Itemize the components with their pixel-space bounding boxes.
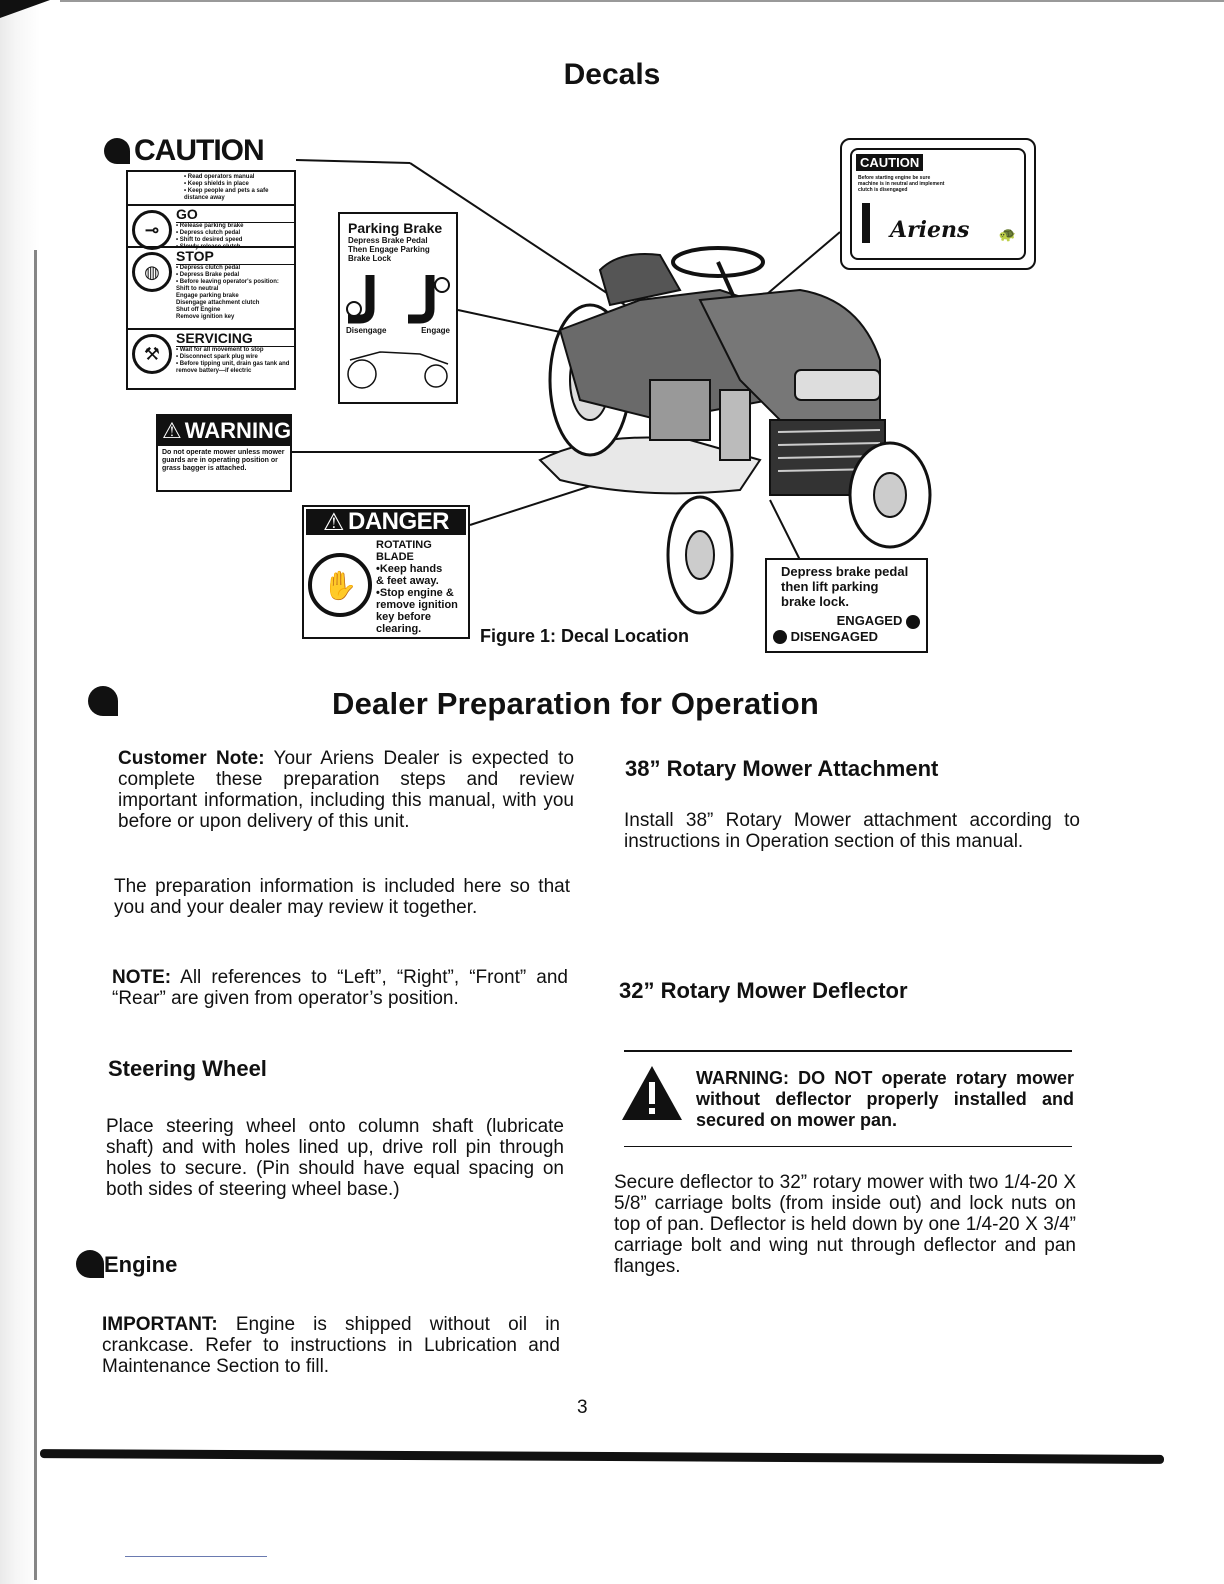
caution-header: CAUTION: [134, 134, 264, 167]
deflector-warning: WARNING: DO NOT operate rotary mower without deflector properly installed and secured on mower pan.: [696, 1068, 1074, 1130]
prep-info-paragraph: The preparation information is included here so that you and your dealer may review it together.: [114, 876, 570, 918]
danger-decal: ⚠ DANGER ✋ ROTATING BLADE •Keep hands & feet away. •Stop engine & remove ignition key before clearing.: [302, 505, 470, 639]
scan-bottom-line: [125, 1556, 267, 1557]
brake-lock-decal: Depress brake pedal then lift parking brake lock. ENGAGED DISENGAGED: [765, 558, 928, 653]
brake-lever-icon: [340, 269, 456, 327]
warning-triangle-icon: ⚠: [162, 418, 182, 443]
engine-heading: Engine: [104, 1252, 178, 1277]
caution-ariens-decal: CAUTION Before starting engine be sure machine is in neutral and implement clutch is disengaged Ariens 🐢: [840, 138, 1036, 270]
note-paragraph: NOTE: All references to “Left”, “Right”, “Front” and “Rear” are given from operator’s position.: [112, 967, 568, 1009]
page-title: Decals: [563, 58, 661, 91]
customer-note: Customer Note: Your Ariens Dealer is expected to complete these preparation steps and review important information, including this manual, with you before or upon delivery of this unit.: [118, 748, 574, 832]
section-marker-icon: [88, 686, 118, 716]
parking-brake-decal: Parking Brake Depress Brake Pedal Then Engage Parking Brake Lock Disengage Engage: [338, 212, 458, 404]
warning-rule-top: [624, 1050, 1072, 1052]
stop-icon: ◍: [132, 252, 172, 292]
deflector-paragraph: Secure deflector to 32” rotary mower with two 1/4-20 X 5/8” carriage bolts (from inside out) and lock nuts on top of pan. Deflector is held down by one 1/4-20 X 3/4” carriage bolt and wing nut through deflector and pan flanges.: [614, 1172, 1076, 1277]
disengaged-arrow-icon: [773, 630, 787, 644]
caution-decal: CAUTION • Read operators manual • Keep shields in place • Keep people and pets a safe distance away ⊸ GO • Release parking brake • Depress clutch pedal • Shift to desired speed • Slowly release clutch ◍ STOP • Depress clutch pedal • Depress Brake pedal • Before leaving operator's position: Shift to neutral Engage parking brake Disengage attachment clutch Shut off Engine Remove ignition key ⚒ SERVICING • Wait for all movement to stop • Disconnect spark plug wire • Before tipping unit, drain gas tank and remove battery—if electric: [104, 132, 296, 390]
engaged-arrow-icon: [906, 615, 920, 629]
warning-drop-icon: [104, 138, 130, 164]
section-title: Dealer Preparation for Operation: [332, 686, 820, 721]
section-marker-icon: [76, 1250, 104, 1278]
page-number: 3: [577, 1397, 588, 1418]
mower-attachment-heading: 38” Rotary Mower Attachment: [625, 756, 939, 781]
warning-decal: ⚠ WARNING Do not operate mower unless mower guards are in operating position or grass bagger is attached.: [156, 414, 292, 492]
key-icon: ⊸: [132, 210, 172, 250]
scan-bottom-band: [40, 1449, 1164, 1464]
warning-triangle-icon: [620, 1064, 684, 1122]
mower-attachment-paragraph: Install 38” Rotary Mower attachment according to instructions in Operation section of this manual.: [624, 810, 1080, 852]
important-paragraph: IMPORTANT: Engine is shipped without oil in crankcase. Refer to instructions in Lubrication and Maintenance Section to fill.: [102, 1314, 560, 1377]
steering-wheel-heading: Steering Wheel: [108, 1056, 267, 1081]
wrench-icon: ⚒: [132, 334, 172, 374]
tractor-outline-icon: [340, 334, 456, 394]
figure-caption: Figure 1: Decal Location: [480, 626, 690, 646]
warning-rule-bottom: [624, 1146, 1072, 1147]
rotating-blade-icon: ✋: [308, 553, 372, 617]
rabbit-turtle-icon: 🐢: [998, 226, 1016, 242]
throttle-lever-icon: [862, 203, 870, 243]
ariens-logo: Ariens: [890, 217, 970, 243]
danger-triangle-icon: ⚠: [322, 508, 344, 536]
steering-wheel-paragraph: Place steering wheel onto column shaft (lubricate shaft) and with holes lined up, drive roll pin through holes to secure. (Pin should have equal spacing on both sides of steering wheel base.): [106, 1116, 564, 1200]
mower-deflector-heading: 32” Rotary Mower Deflector: [619, 978, 908, 1003]
